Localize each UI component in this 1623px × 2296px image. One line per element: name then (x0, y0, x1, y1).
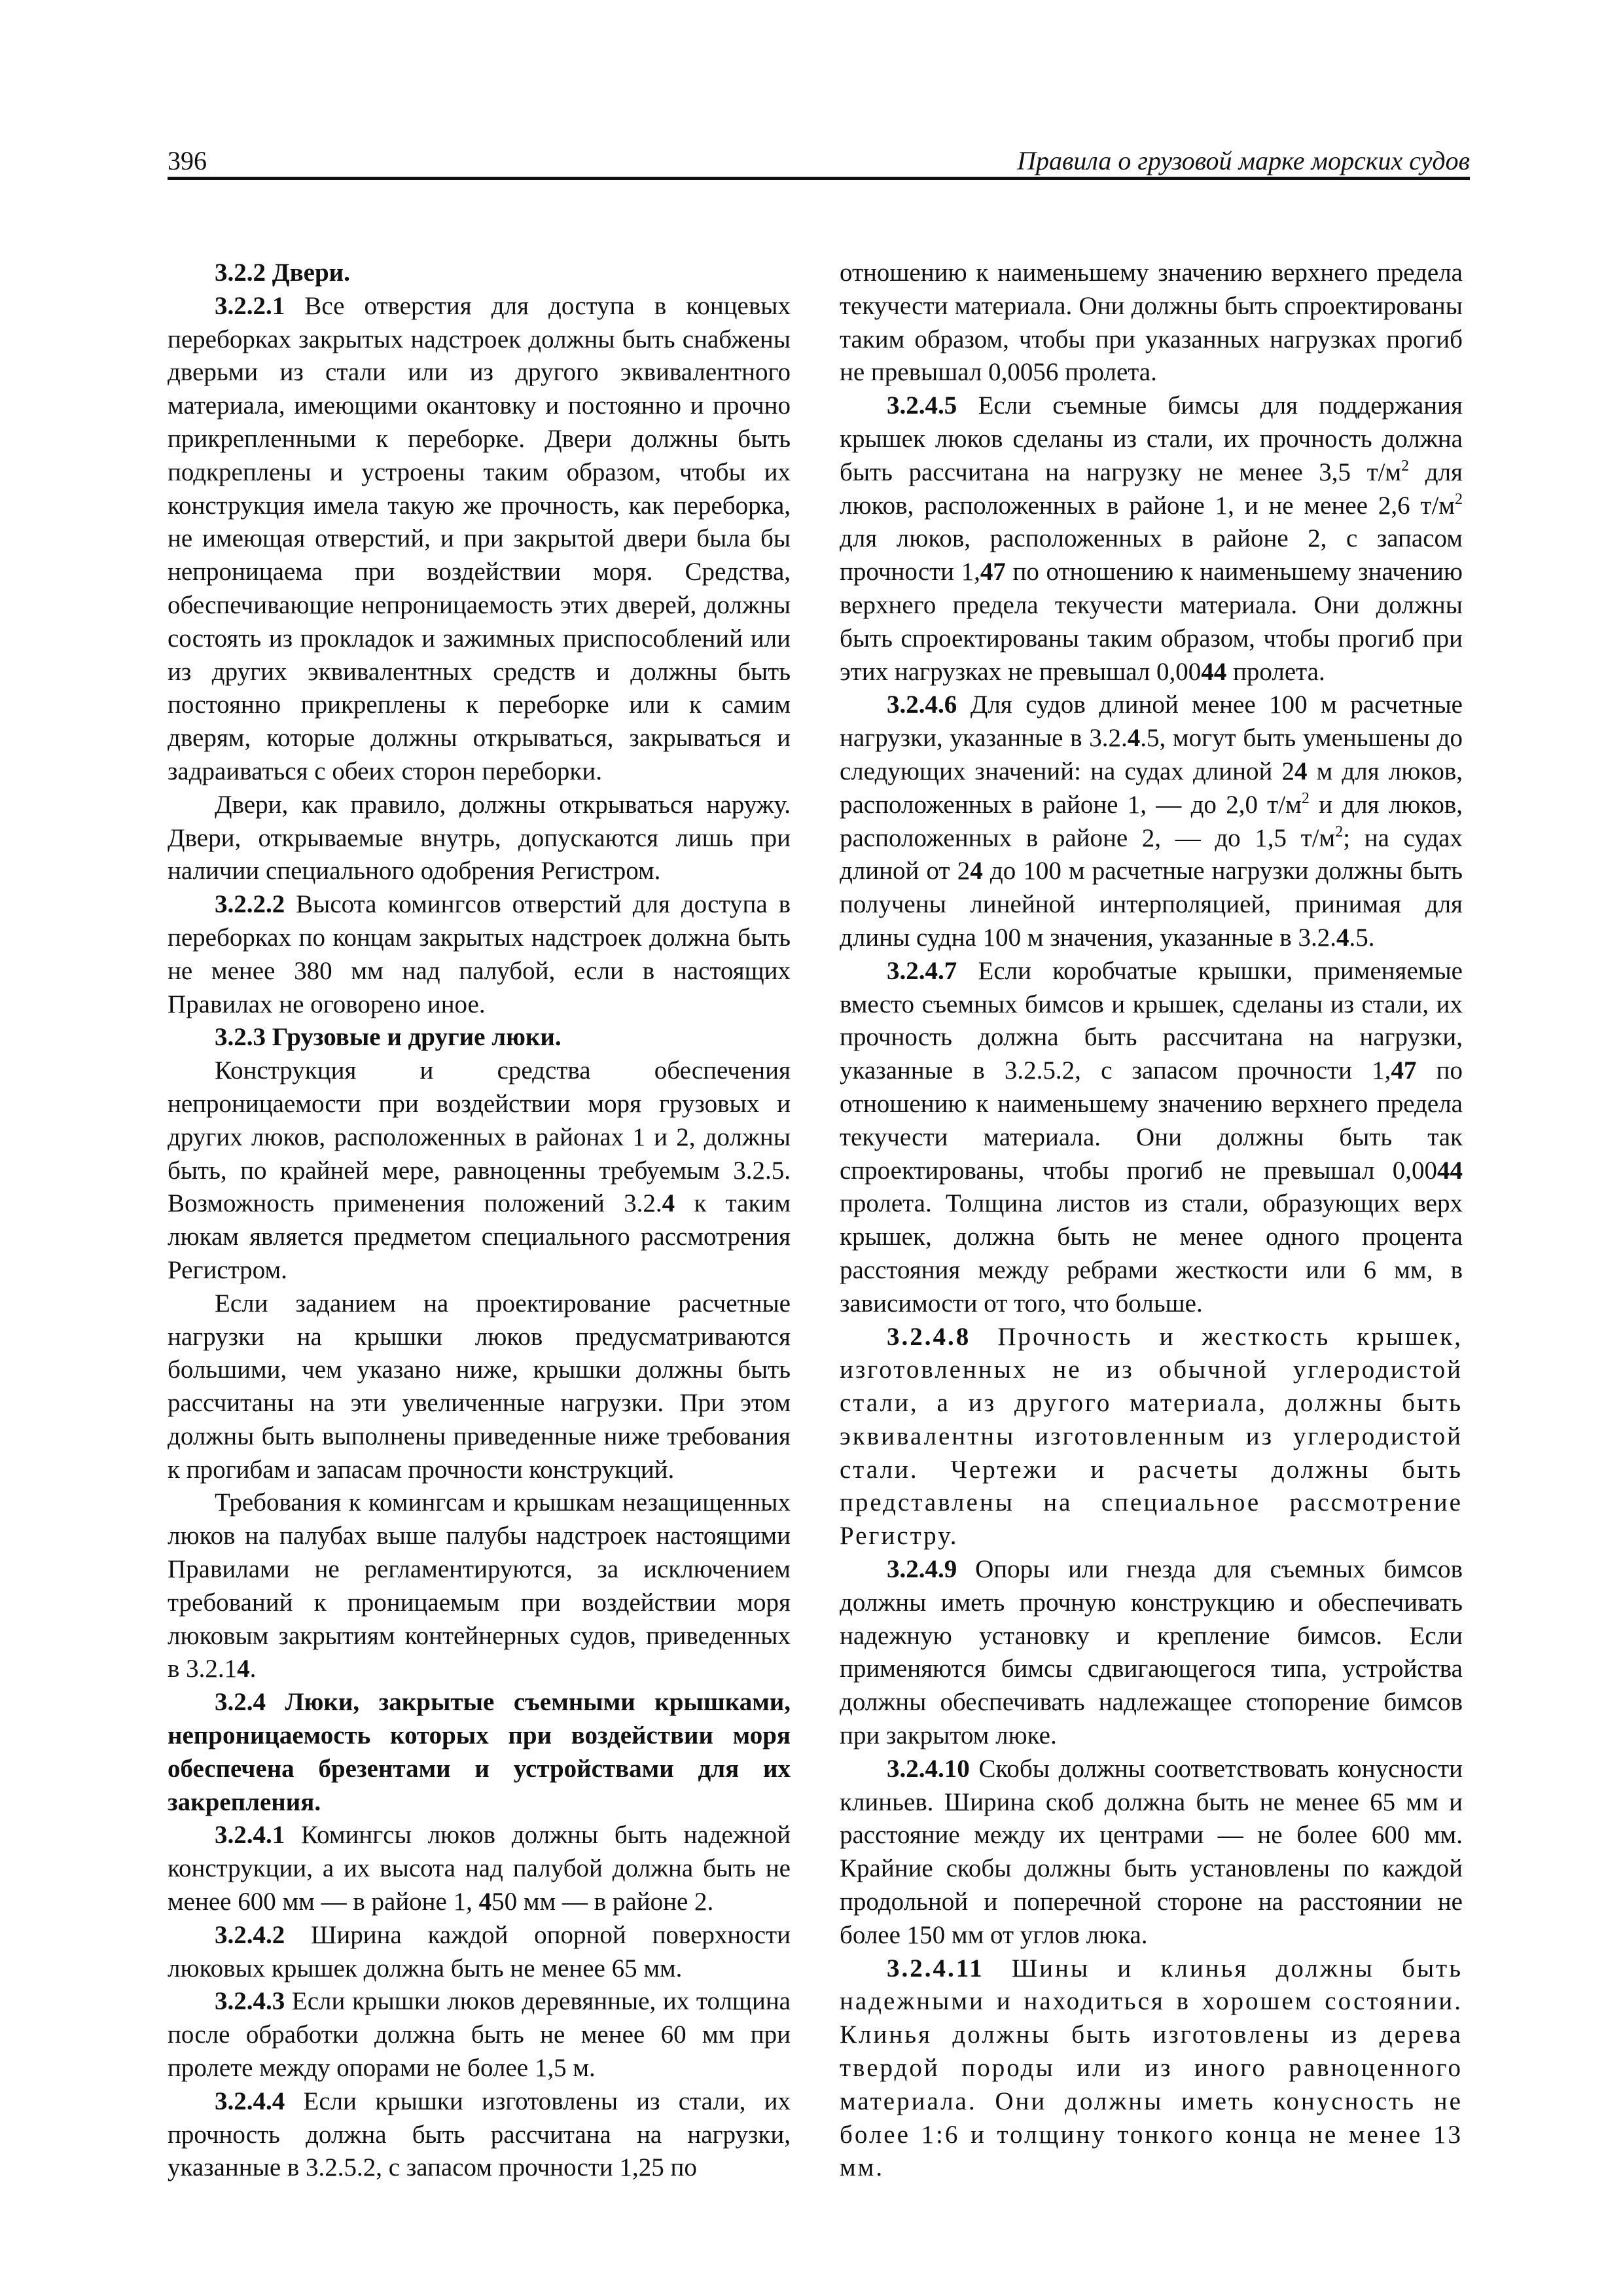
paragraph-3-2-4-1 (168, 1819, 791, 1918)
bold-digit: 44 (1437, 1156, 1463, 1185)
header-rule (168, 177, 1470, 180)
paragraph-text: Комингсы люков должны быть надежной конструкции, а их высота над палубой должна быть не менее 600 мм — в районе 1, (168, 1821, 791, 1916)
bold-digit: 4 (478, 1888, 492, 1916)
paragraph-text: по отношению к наименьшему значению верхнего предела текучести материала. Они должны быть спроектированы таким образом, чтобы прогиб при этих нагрузках не превышал 0,00 (840, 558, 1463, 686)
clause-number: 3.2.4.2 (215, 1920, 285, 1949)
superscript: 2 (1401, 457, 1410, 475)
bold-digit: 44 (1201, 657, 1227, 686)
paragraph-3-2-4-11 (840, 1952, 1463, 2185)
superscript: 2 (1335, 823, 1344, 840)
superscript: 2 (1301, 789, 1310, 807)
paragraph-text: Если коробчатые крышки, применяемые вместо съемных бимсов и крышек, сделаны из стали, их прочность должна быть рассчитана на нагрузки, указанные в 3.2.5.2, с запасом прочности 1, (840, 956, 1463, 1085)
paragraph-3-2-3-c (168, 1486, 791, 1686)
paragraph-text: Требования к комингсам и крышкам незащищенных люков на палубах выше палубы надстроек настоящими Правилами не регламентируются, за исключением требований к проницаемым при воздействии моря люковым закрытиям контейнерных судов, приведенных в 3.2.1 (168, 1488, 791, 1683)
clause-number: 3.2.4.3 (215, 1987, 285, 2016)
clause-number: 3.2.2.2 (215, 890, 285, 919)
paragraph-text: .5, могут быть уменьшены до следующих значений: на судах длиной 2 (840, 724, 1463, 785)
paragraph-3-2-4-4 (168, 2085, 791, 2185)
paragraph-3-2-4-7 (840, 955, 1463, 1321)
bold-digit: 4 (662, 1189, 675, 1218)
paragraph-continuation: отношению к наименьшему значению верхнего предела текучести материала. Они должны быть спроектированы таким образом, чтобы при указанных нагрузках прогиб не превышал 0,0056 пролета. (840, 259, 1463, 387)
paragraph-text: Скобы должны соответствовать конусности клиньев. Ширина скоб должна быть не менее 65 мм и расстояние между их центрами — не более 600 мм. Крайние скобы должны быть установлены по каждой продольной и поперечной стороне на расстоянии не более 150 мм от углов люка. (840, 1754, 1463, 1949)
paragraph-text: Шины и клинья должны быть надежными и находиться в хорошем состоянии. Клинья должны быть изготовлены из дерева твердой породы или из иного равноценного материала. Они должны иметь конусность не более 1:6 и толщину тонкого конца не менее 13 мм. (840, 1954, 1463, 2182)
right-column (840, 257, 1463, 2185)
clause-number: 3.2.2.1 (215, 291, 285, 320)
paragraph-text: .5. (1349, 923, 1375, 952)
bold-digit: 4 (1127, 724, 1141, 753)
bold-digit: 4 (1294, 757, 1308, 785)
paragraph-text: м для люков, расположенных в районе 1, — до 2,0 т/м (840, 757, 1463, 819)
section-heading-3-2-2: 3.2.2 Двери. (215, 259, 350, 287)
clause-number: 3.2.4.5 (887, 391, 957, 420)
bold-digit: 4 (970, 857, 983, 886)
paragraph-text: 50 мм — в районе 2. (491, 1888, 714, 1916)
bold-digit: 4 (237, 1655, 250, 1683)
paragraph-text: Ширина каждой опорной поверхности люковых крышек должна быть не менее 65 мм. (168, 1920, 791, 1982)
paragraph-3-2-4-6 (840, 689, 1463, 954)
clause-number: 3.2.4.11 (887, 1954, 984, 1982)
clause-number: 3.2.4.8 (887, 1322, 971, 1351)
paragraph-text: ; на судах длиной от 2 (840, 823, 1463, 886)
bold-digit: 47 (980, 558, 1006, 586)
paragraph-3-2-4-2 (168, 1919, 791, 1986)
paragraph-3-2-4-5 (840, 389, 1463, 689)
paragraph-3-2-4-9 (840, 1553, 1463, 1753)
clause-number: 3.2.4.6 (887, 691, 957, 719)
paragraph-text: Все отверстия для доступа в концевых переборках закрытых надстроек должны быть снабжены дверьми из стали или из другого эквивалентного материала, имеющими окантовку и постоянно и прочно прикрепленными к переборке. Двери должны быть подкреплены и устроены таким образом, чтобы их конструкция имела такую же прочность, как переборка, не имеющая отверстий, и при закрытой двери была бы непроницаема при воздействии моря. Средства, обеспечивающие непроницаемость этих дверей, должны состоять из прокладок и зажимных приспособлений или из других эквивалентных средств и должны быть постоянно прикреплены к переборке или к самим дверям, которые должны открываться, закрываться и задраиваться с обеих сторон переборки. (168, 291, 791, 785)
paragraph-text: Конструкция и средства обеспечения непроницаемости при воздействии моря грузовых и других люков, расположенных в районах 1 и 2, должны быть, по крайней мере, равноценны требуемым 3.2.5. Возможность применения положений 3.2. (168, 1056, 791, 1218)
paragraph-doors-open: Двери, как правило, должны открываться наружу. Двери, открываемые внутрь, допускаются лишь при наличии специального одобрения Регистром. (168, 790, 791, 886)
paragraph-text: к таким люкам является предметом специального рассмотрения Регистром. (168, 1189, 791, 1284)
paragraph-text: Высота комингсов отверстий для доступа в переборках по концам закрытых надстроек должна быть не менее 380 мм над палубой, если в настоящих Правилах не оговорено иное. (168, 890, 791, 1018)
paragraph-text: Прочность и жесткость крышек, изготовленных не из обычной углеродистой стали, а из другого материала, должны быть эквивалентны изготовленным из углеродистой стали. Чертежи и расчеты должны быть представлены на специальное рассмотрение Регистру. (840, 1322, 1463, 1551)
paragraph-3-2-2-1 (168, 290, 791, 789)
clause-number: 3.2.4.9 (887, 1555, 957, 1584)
bold-digit: 4 (1336, 923, 1349, 952)
running-title: Правила о грузовой марке морских судов (1017, 146, 1470, 175)
paragraph-3-2-3-b: Если заданием на проектирование расчетные нагрузки на крышки люков предусматриваются большими, чем указано ниже, крышки должны быть рассчитаны на эти увеличенные нагрузки. При этом должны быть выполнены приведенные ниже требования к прогибам и запасам прочности конструкций. (168, 1289, 791, 1484)
paragraph-text: Если съемные бимсы для поддержания крышек люков сделаны из стали, их прочность должна быть рассчитана на нагрузку не менее 3,5 т/м (840, 391, 1463, 486)
paragraph-text: Если крышки изготовлены из стали, их прочность должна быть рассчитана на нагрузки, указанные в 3.2.5.2, с запасом прочности 1,25 по (168, 2087, 791, 2182)
paragraph-3-2-4-8 (840, 1321, 1463, 1554)
left-column (168, 257, 791, 2185)
superscript: 2 (1455, 490, 1463, 508)
paragraph-text: пролета. (1226, 657, 1325, 686)
clause-number: 3.2.4.4 (215, 2087, 285, 2115)
paragraph-text: Если крышки люков деревянные, их толщина после обработки должна быть не менее 60 мм при пролете между опорами не более 1,5 м. (168, 1987, 791, 2083)
paragraph-text: по отношению к наименьшему значению верхнего предела текучести материала. Они должны быть так спроектированы, чтобы прогиб не превышал 0,00 (840, 1056, 1463, 1185)
paragraph-3-2-4-10 (840, 1753, 1463, 1952)
section-heading-3-2-3: 3.2.3 Грузовые и другие люки. (215, 1023, 562, 1052)
paragraph-text: и для люков, расположенных в районе 2, — до 1,5 т/м (840, 790, 1463, 852)
paragraph-text: до 100 м расчетные нагрузки должны быть получены линейной интерполяцией, принимая для длины судна 100 м значения, указанные в 3.2. (840, 857, 1463, 952)
paragraph-text: Для судов длиной менее 100 м расчетные нагрузки, указанные в 3.2. (840, 691, 1463, 753)
paragraph-text: Опоры или гнезда для съемных бимсов должны иметь прочную конструкцию и обеспечивать надежную установку и крепление бимсов. Если применяются бимсы сдвигающегося типа, устройства должны обеспечивать надлежащее стопорение бимсов при закрытом люке. (840, 1555, 1463, 1750)
page-number: 396 (168, 146, 207, 175)
paragraph-text: для люков, расположенных в районе 2, с запасом прочности 1, (840, 524, 1463, 586)
paragraph-3-2-3-a (168, 1054, 791, 1287)
page-header (168, 143, 1470, 179)
section-heading-3-2-4: 3.2.4 Люки, закрытые съемными крышками, непроницаемость которых при воздействии моря обеспечена брезентами и устройствами для их закрепления. (168, 1688, 791, 1816)
clause-number: 3.2.4.1 (215, 1821, 285, 1850)
paragraph-text: для люков, расположенных в районе 1, и не менее 2,6 т/м (840, 457, 1463, 520)
clause-number: 3.2.4.10 (887, 1754, 970, 1783)
paragraph-text: пролета. Толщина листов из стали, образующих верх крышек, должна быть не менее одного процента расстояния между ребрами жесткости или 6 мм, в зависимости от того, что больше. (840, 1189, 1463, 1318)
paragraph-3-2-2-2 (168, 888, 791, 1021)
bold-digit: 47 (1391, 1056, 1417, 1085)
paragraph-3-2-4-3 (168, 1985, 791, 2085)
clause-number: 3.2.4.7 (887, 956, 957, 985)
paragraph-text: . (249, 1655, 257, 1683)
